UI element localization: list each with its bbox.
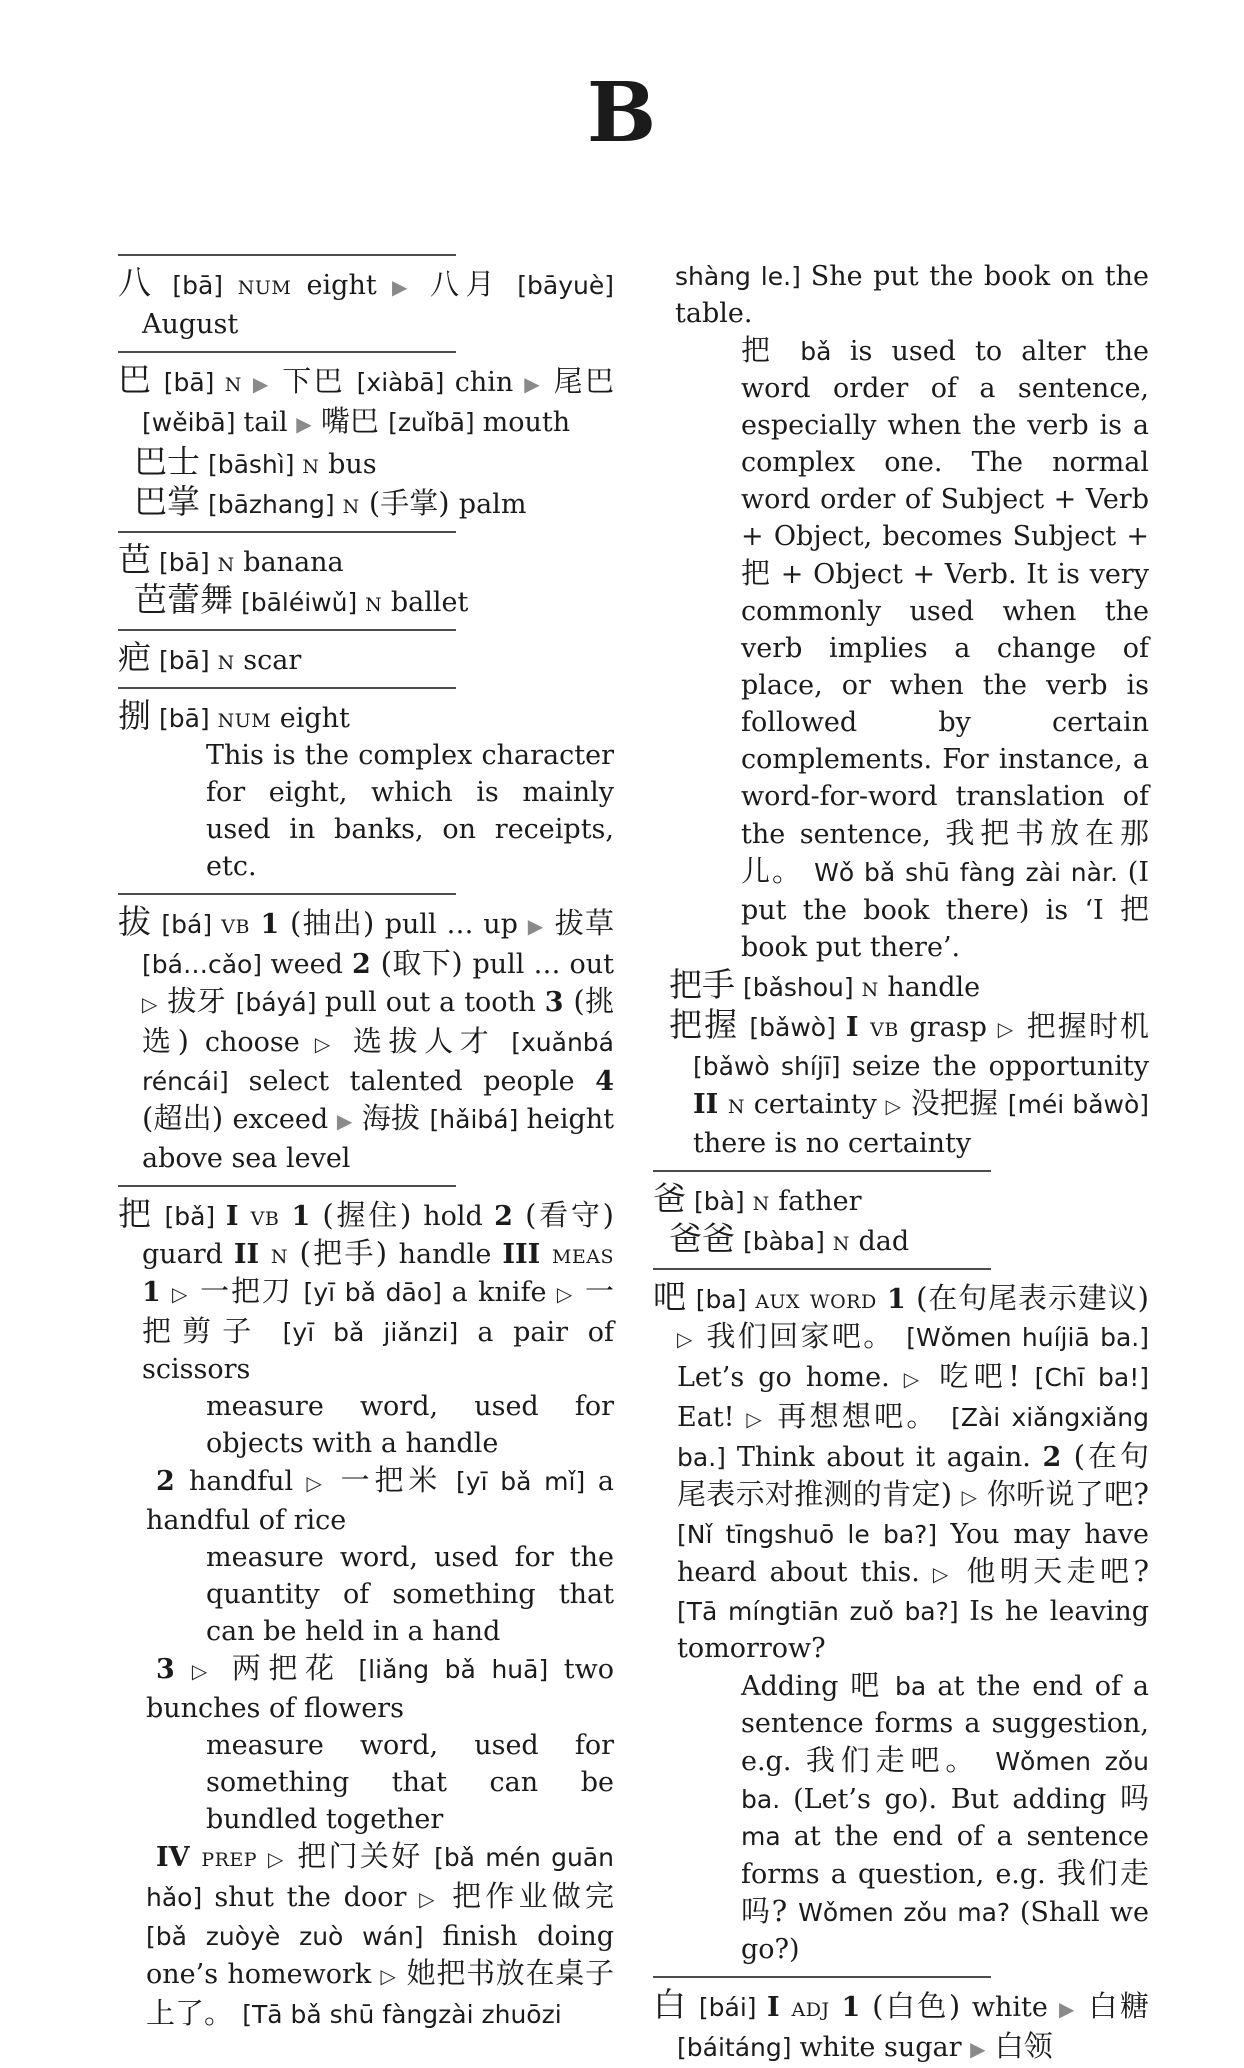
headword: 把手 [669,965,735,1004]
outline-triangle-icon: ▷ [142,992,158,1016]
entry-separator [118,531,456,533]
headword: 爸 [653,1179,686,1218]
dictionary-entry: 把 [bǎ] I vb 1 (握住) hold 2 (看守) guard II n (把手) handle III meas 1 ▷ 一把刀 [yī bǎ dāo] a knife ▷ 一把剪子 [yī bǎ jiǎnzi] a pair of scissors [118,1194,615,1385]
outline-triangle-icon: ▷ [419,1887,439,1911]
sense-paragraph: 2 handful ▷ 一把米 [yī bǎ mǐ] a handful of rice [146,1463,615,1536]
headword: 把 [118,1194,154,1233]
dictionary-entry: 芭 [bā] n banana [118,540,344,579]
filled-triangle-icon: ▶ [336,1109,353,1133]
outline-triangle-icon: ▷ [885,1094,902,1118]
outline-triangle-icon: ▷ [903,1367,925,1391]
usage-note: measure word, used for objects with a handle [206,1391,614,1459]
sub-entry: 巴士 [bāshì] n bus [134,442,377,481]
outline-triangle-icon: ▷ [677,1327,695,1351]
entry-separator [118,351,456,353]
outline-triangle-icon: ▷ [380,1964,397,1988]
entry-separator [118,629,456,631]
outline-triangle-icon: ▷ [746,1407,765,1431]
headword: 巴士 [134,442,200,481]
filled-triangle-icon: ▶ [391,275,415,299]
outline-triangle-icon: ▷ [306,1471,327,1495]
outline-triangle-icon: ▷ [556,1282,575,1306]
outline-triangle-icon: ▷ [191,1659,215,1683]
right-column [653,258,1149,2068]
outline-triangle-icon: ▷ [314,1032,337,1056]
headword: 芭蕾舞 [134,580,233,619]
sub-entry: 爸爸 [bàba] n dad [669,1219,910,1258]
outline-triangle-icon: ▷ [171,1282,190,1306]
usage-note: measure word, used for something that can be bundled together [206,1730,614,1835]
left-column [118,246,614,2033]
outline-triangle-icon: ▷ [932,1562,953,1586]
headword: 捌 [118,696,151,735]
headword: 把握 [669,1005,740,1044]
headword: 疤 [118,638,151,677]
outline-triangle-icon: ▷ [267,1847,286,1871]
dictionary-entry: 爸 [bà] n father [653,1179,862,1218]
entry-separator [118,687,456,689]
entry-separator [118,893,456,895]
dictionary-entry: 拔 [bá] vb 1 (抽出) pull … up ▶ 拔草 [bá…cǎo] weed 2 (取下) pull … out ▷ 拔牙 [báyá] pull out a tooth 3 (挑选) choose ▷ 选拔人才 [xuǎnbá réncái] select talented people 4 (超出) exceed ▶ 海拔 [hǎibá] height above sea level [118,902,615,1174]
headword: 白 [653,1985,689,2024]
sense-paragraph: IV prep ▷ 把门关好 [bǎ mén guān hǎo] shut the door ▷ 把作业做完 [bǎ zuòyè zuò wán] finish doing one’s homework ▷ 她把书放在桌子上了。 [Tā bǎ shū fàngzài zhuōzi [146,1839,615,2030]
headword: 吧 [653,1277,687,1316]
entry-separator [653,1976,991,1978]
sub-entry: 把握 [bǎwò] I vb grasp ▷ 把握时机 [bǎwò shíjī] seize the opportunity II n certainty ▷ 没把握 [méi bǎwò] there is no certainty [669,1005,1150,1159]
sub-entry: 巴掌 [bāzhang] n (手掌) palm [134,482,527,521]
outline-triangle-icon: ▷ [961,1485,978,1509]
usage-note: measure word, used for the quantity of something that can be held in a hand [206,1542,614,1647]
usage-note: This is the complex character for eight, which is mainly used in banks, on receipts, etc. [206,740,614,882]
dictionary-entry: 八 [bā] num eight ▶ 八月 [bāyuè] August [118,263,614,340]
sub-entry: 芭蕾舞 [bāléiwǔ] n ballet [134,580,469,619]
outline-triangle-icon: ▷ [997,1017,1016,1041]
entry-separator [118,254,456,256]
entry-separator [118,1185,456,1187]
filled-triangle-icon: ▶ [252,372,271,396]
headword: 爸爸 [669,1219,735,1258]
headword: 八 [118,263,158,302]
sense-paragraph: 3 ▷ 两把花 [liǎng bǎ huā] two bunches of flowers [146,1651,614,1724]
entry-separator [653,1268,991,1270]
filled-triangle-icon: ▶ [970,2037,986,2061]
filled-triangle-icon: ▶ [1058,1997,1077,2021]
headword: 芭 [118,540,151,579]
section-letter: B [586,65,658,161]
filled-triangle-icon: ▶ [524,372,543,396]
dictionary-entry: 捌 [bā] num eight [118,696,350,735]
headword: 拔 [118,902,153,941]
dictionary-entry: 巴 [bā] n ▶ 下巴 [xiàbā] chin ▶ 尾巴 [wěibā] tail ▶ 嘴巴 [zuǐbā] mouth [118,360,615,438]
usage-note: Adding 吧 ba at the end of a sentence forms a suggestion, e.g. 我们走吧。 Wǒmen zǒu ba. (Let’s go). But adding 吗 ma at the end of a sentence forms a question, e.g. 我们走吗? Wǒmen zǒu ma? (Shall we go?) [741,1668,1149,1965]
headword: 巴 [118,360,154,399]
entry-continuation: shàng le.] She put the book on the table. [675,261,1149,329]
dictionary-entry: 白 [bái] I adj 1 (白色) white ▶ 白糖 [báitáng] white sugar ▶ 白领 [653,1985,1150,2063]
usage-note: 把 bǎ is used to alter the word order of a sentence, especially when the verb is a complex one. The normal word order of Subject + Verb + Object, becomes Subject + 把 + Object + Verb. It is very commonly used when the verb implies a change of place, or when the verb is followed by certain complements. For instance, a word-for-word translation of the sentence, 我把书放在那儿。 Wǒ bǎ shū fàng zài nàr. (I put the book there) is ‘I 把 book put there’. [741,333,1150,963]
entry-separator [653,1170,991,1172]
dictionary-entry: 吧 [ba] aux word 1 (在句尾表示建议) ▷ 我们回家吧。 [Wǒmen huíjiā ba.] Let’s go home. ▷ 吃吧! [Chī ba!] Eat! ▷ 再想想吧。 [Zài xiǎngxiǎng ba.] Think about it again. 2 (在句尾表示对推测的肯定) ▷ 你听说了吧? [Nǐ tīngshuō le ba?] You may have heard about this. ▷ 他明天走吧? [Tā míngtiān zuǒ ba?] Is he leaving tomorrow? [653,1277,1150,1664]
headword: 巴掌 [134,482,200,521]
filled-triangle-icon: ▶ [527,914,545,938]
filled-triangle-icon: ▶ [296,412,312,436]
sub-entry: 把手 [bǎshou] n handle [669,965,981,1004]
dictionary-entry: 疤 [bā] n scar [118,638,302,677]
